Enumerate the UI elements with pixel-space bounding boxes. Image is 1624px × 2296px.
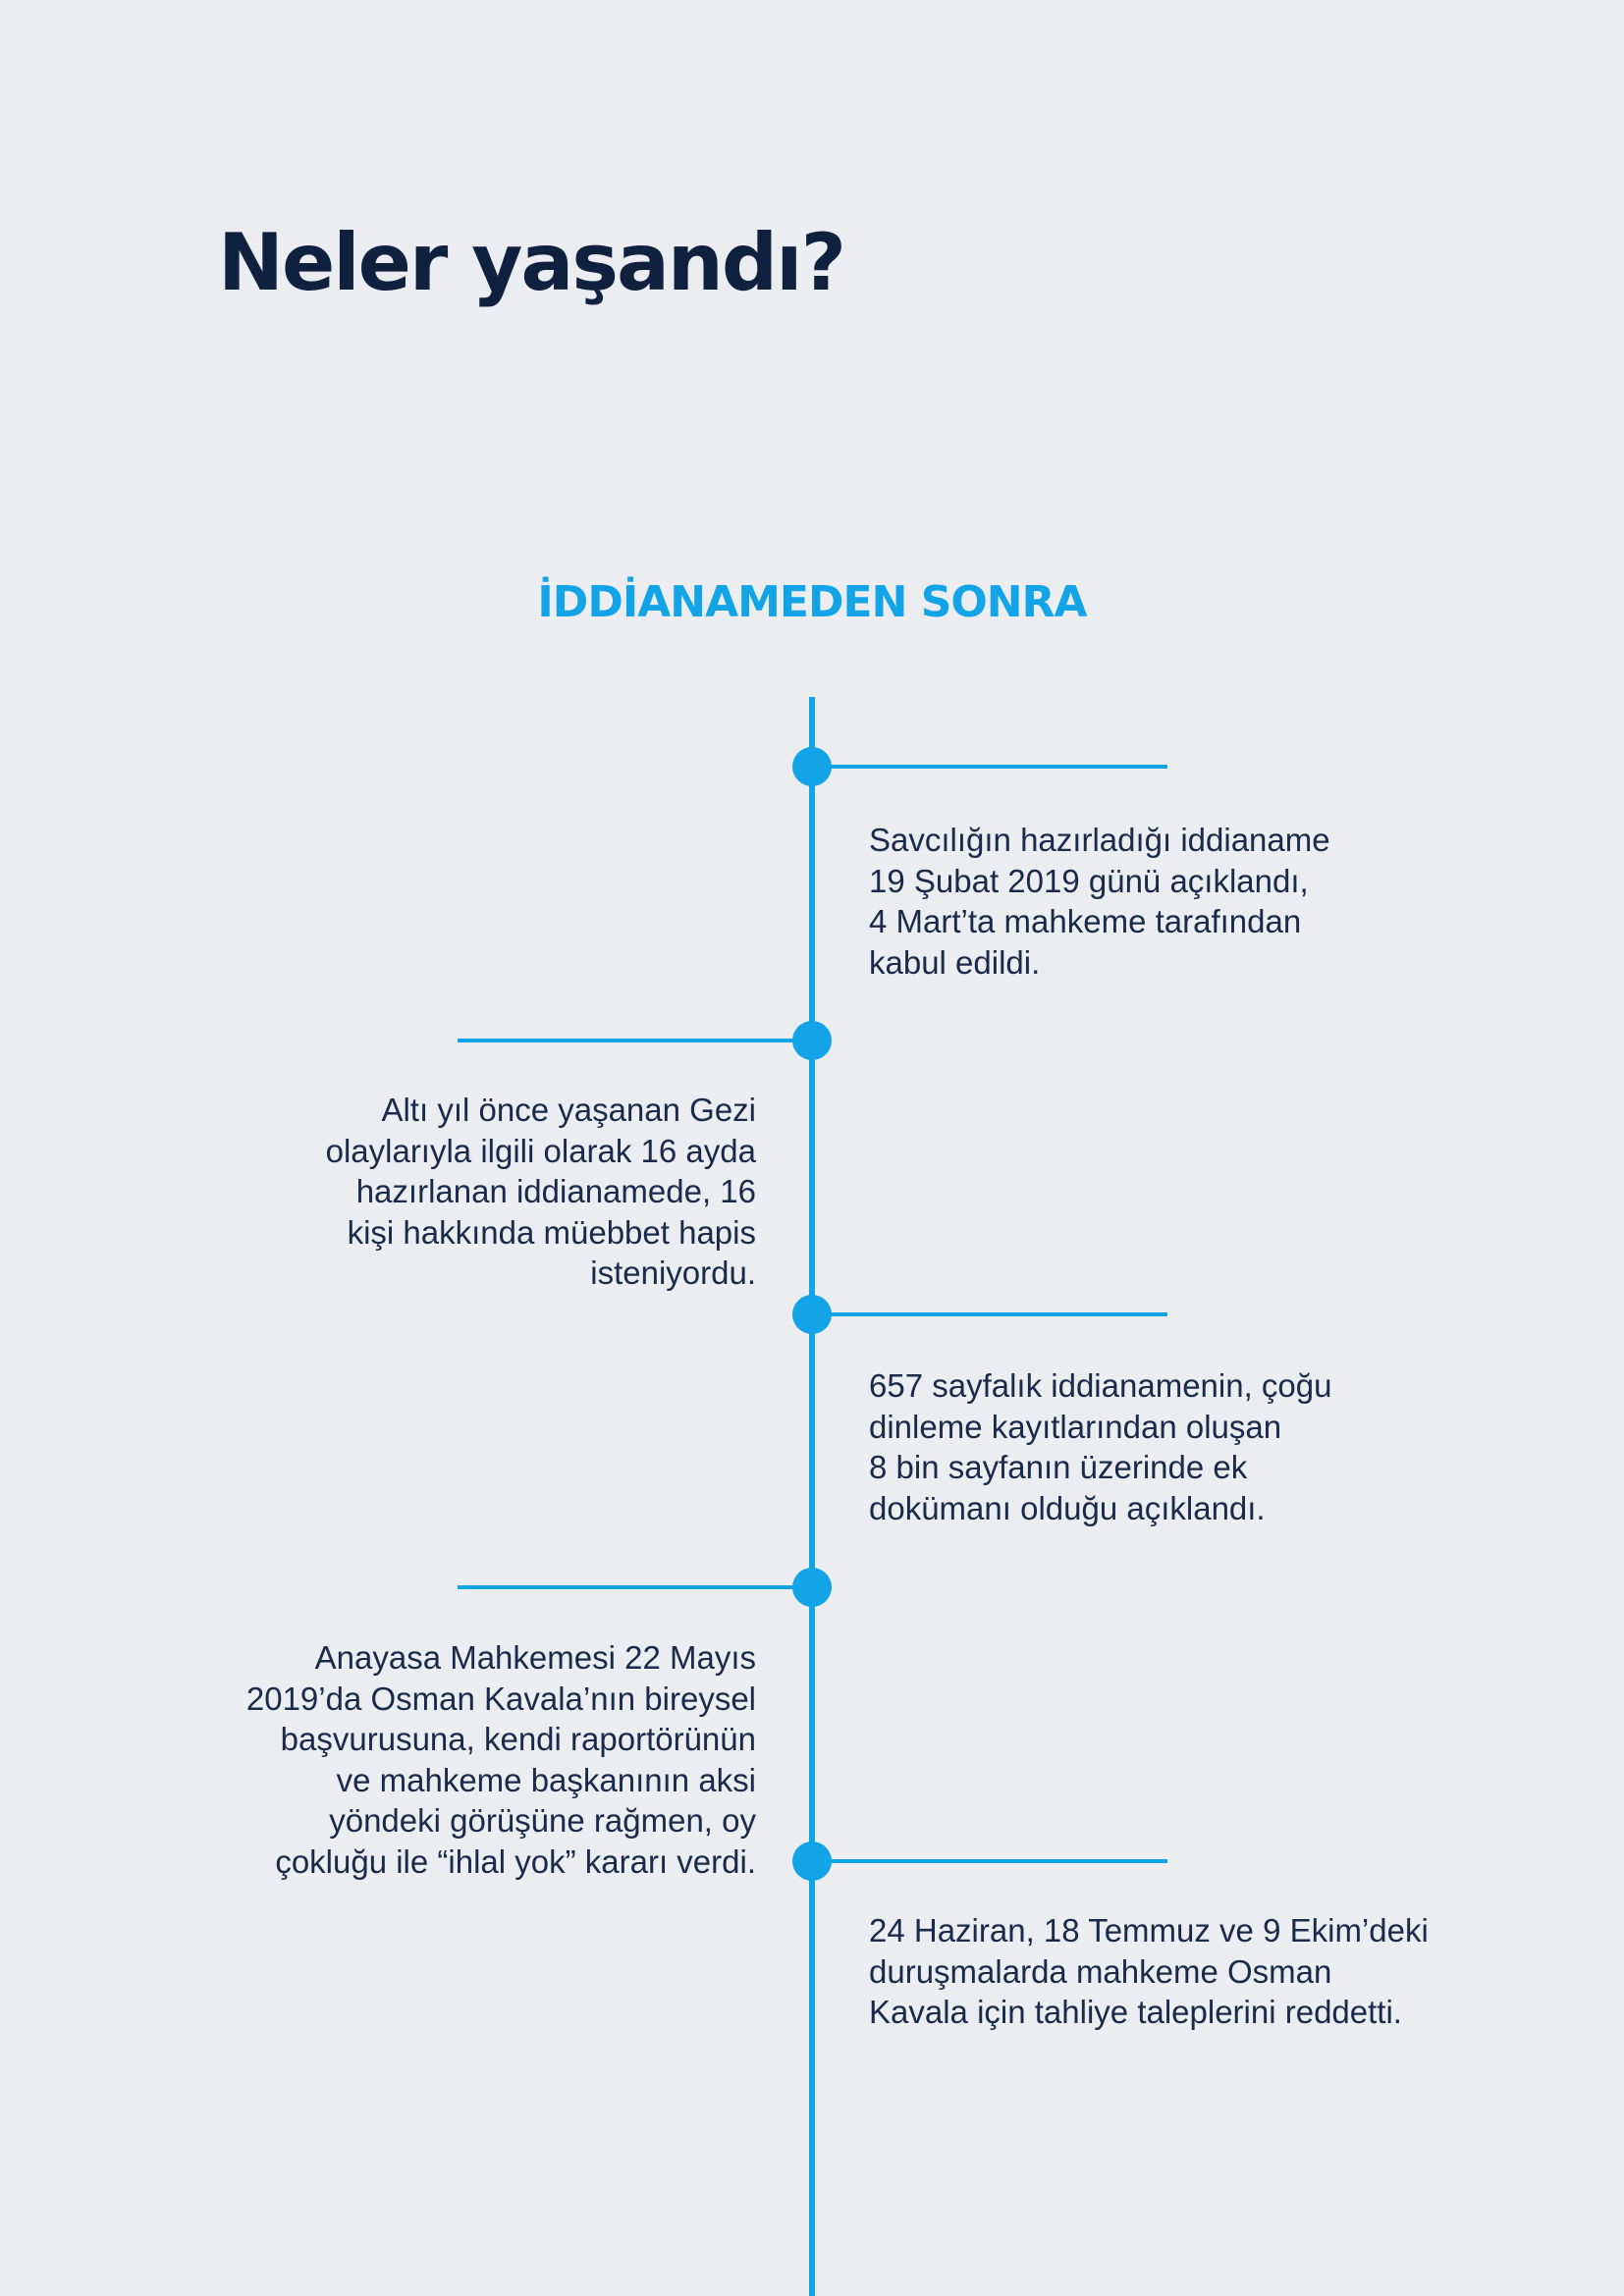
section-title: İDDİANAMEDEN SONRA — [537, 577, 1087, 627]
timeline-connector — [812, 765, 1167, 769]
timeline-node — [792, 1568, 832, 1607]
timeline-connector — [458, 1585, 812, 1589]
timeline-node — [792, 1021, 832, 1060]
timeline-node — [792, 1842, 832, 1881]
timeline-entry-text: 657 sayfalık iddianamenin, çoğu dinleme kayıtlarından oluşan 8 bin sayfanın üzerinde ek dokümanı olduğu açıklandı. — [869, 1367, 1332, 1526]
timeline-entry-text: Altı yıl önce yaşanan Gezi olaylarıyla ilgili olarak 16 ayda hazırlanan iddianamede, 16 kişi hakkında müebbet hapis isteniyordu. — [325, 1092, 756, 1291]
timeline-entry-text: Savcılığın hazırladığı iddianame 19 Şubat 2019 günü açıklandı, 4 Mart’ta mahkeme tarafından kabul edildi. — [869, 822, 1330, 981]
timeline-connector — [812, 1312, 1167, 1316]
timeline-connector — [812, 1859, 1167, 1863]
timeline-entry-text: Anayasa Mahkemesi 22 Mayıs 2019’da Osman Kavala’nın bireysel başvurusuna, kendi raportörünün ve mahkeme başkanının aksi yöndeki görüşüne rağmen, oy çokluğu ile “ihlal yok” kararı verdi. — [245, 1639, 756, 1880]
timeline-entry-text: 24 Haziran, 18 Temmuz ve 9 Ekim’deki duruşmalarda mahkeme Osman Kavala için tahliye taleplerini reddetti. — [869, 1912, 1429, 2030]
timeline-line — [809, 697, 815, 2296]
timeline-connector — [458, 1039, 812, 1042]
page-title: Neler yaşandı? — [218, 217, 844, 308]
timeline-node — [792, 1295, 832, 1334]
timeline-node — [792, 747, 832, 786]
